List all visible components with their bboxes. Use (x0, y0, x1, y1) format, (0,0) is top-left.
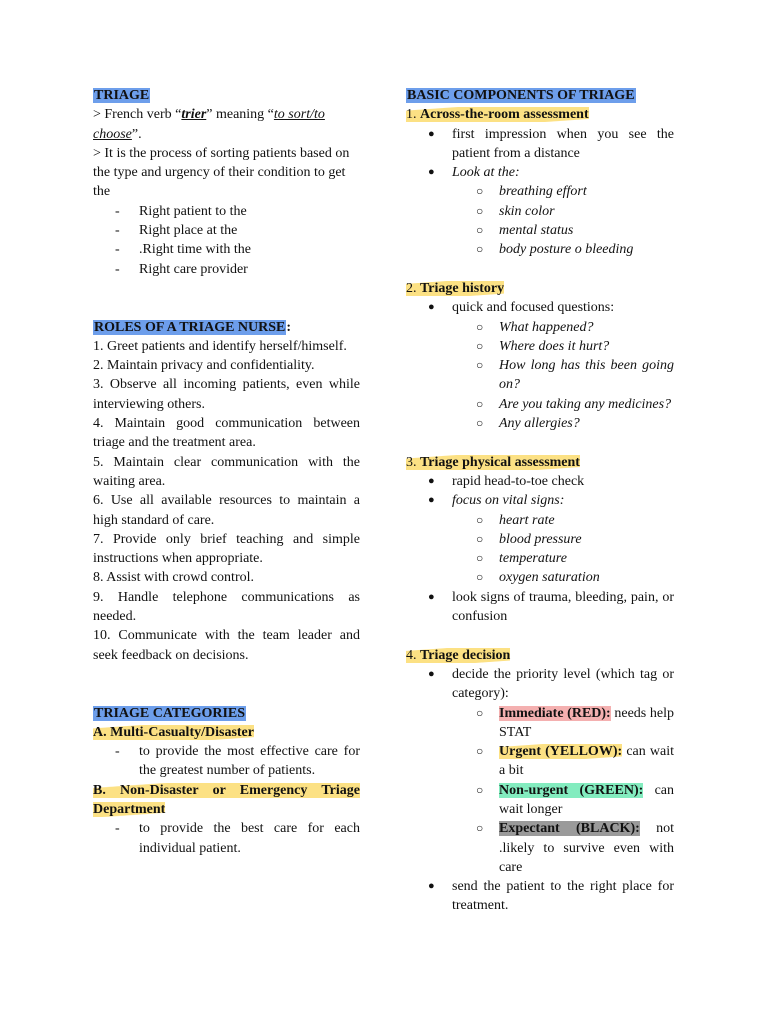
bullet-icon: ● (428, 127, 435, 140)
expectant-label: Expectant (BLACK): (499, 821, 640, 837)
list-item: - Right care provider (115, 261, 248, 277)
list-item: 4. Maintain good communication between triage and the treatment area. (93, 416, 360, 451)
list-item: - Right patient to the (115, 203, 247, 219)
roles-heading: ROLES OF A TRIAGE NURSE (94, 319, 286, 335)
list-item: ○ heart rate (406, 511, 674, 530)
triage-definition-line: > French verb “trier” meaning “to sort/to choose”. (93, 107, 325, 142)
urgent-label: Urgent (YELLOW): (499, 744, 623, 760)
immediate-label: Immediate (RED): (499, 705, 611, 721)
list-item: ● decide the priority level (which tag or category): (406, 665, 674, 704)
list-item: ○ Any allergies? (406, 414, 674, 433)
list-item: ○ breathing effort (406, 182, 674, 201)
circle-bullet-icon: ○ (476, 531, 484, 546)
category-a-line (93, 723, 360, 742)
circle-bullet-icon: ○ (476, 338, 484, 353)
right-column (406, 86, 674, 916)
circle-bullet-icon: ○ (476, 242, 484, 257)
nonurgent-label: Non-urgent (GREEN): (499, 782, 644, 798)
circle-bullet-icon: ○ (476, 416, 484, 431)
category-b-line (93, 781, 360, 820)
bullet-icon: ● (428, 474, 435, 487)
list-item: ○ blood pressure (406, 530, 674, 549)
list-item: 7. Provide only brief teaching and simple instructions when appropriate. (93, 531, 360, 567)
trier-term: trier (181, 107, 207, 123)
categories-heading: TRIAGE CATEGORIES (94, 705, 246, 721)
components-heading-line (406, 86, 674, 105)
list-item: ○ skin color (406, 202, 674, 221)
components-heading: BASIC COMPONENTS OF TRIAGE (407, 88, 635, 103)
list-item: ○ body posture o bleeding (406, 240, 674, 259)
list-item: - Right place at the (115, 223, 238, 239)
list-item: ○ temperature (406, 549, 674, 568)
list-item: ○ oxygen saturation (406, 568, 674, 587)
list-item: ● Look at the: (406, 163, 674, 182)
categories-heading-line (93, 704, 360, 723)
circle-bullet-icon: ○ (476, 203, 484, 218)
section-3-title: 3. Triage physical assessment (406, 454, 580, 470)
triage-process-line: > It is the process of sorting patients based on the type and urgency of their condition to get the (93, 145, 350, 200)
list-item: ○ How long has this been going on? (406, 356, 674, 395)
bullet-icon: ● (428, 494, 435, 507)
list-item: 8. Assist with crowd control. (93, 570, 254, 586)
circle-bullet-icon: ○ (476, 184, 484, 199)
circle-bullet-icon: ○ (476, 512, 484, 527)
category-b-title: B. Non-Disaster or Emergency Triage Department (93, 782, 360, 817)
bullet-icon: ● (428, 166, 435, 179)
list-item: 2. Maintain privacy and confidentiality. (93, 358, 315, 374)
list-item: ○ mental status (406, 221, 674, 240)
section-4-title: 4. Triage decision (406, 647, 511, 663)
circle-bullet-icon: ○ (476, 821, 484, 836)
triage-heading-line (93, 86, 360, 105)
list-item: ● quick and focused questions: (406, 298, 674, 317)
list-item: ● rapid head-to-toe check (406, 472, 674, 491)
list-item: ● first impression when you see the patient from a distance (406, 125, 674, 164)
circle-bullet-icon: ○ (476, 551, 484, 566)
list-item: ○ Immediate (RED): needs help STAT (406, 704, 674, 743)
circle-bullet-icon: ○ (476, 396, 484, 411)
meaning-text: to sort/to choose (93, 107, 325, 142)
bullet-icon: ● (428, 880, 435, 893)
circle-bullet-icon: ○ (476, 358, 484, 373)
circle-bullet-icon: ○ (476, 570, 484, 585)
list-item: 9. Handle telephone communications as needed. (93, 589, 360, 625)
circle-bullet-icon: ○ (476, 705, 484, 720)
list-item: ○ Expectant (BLACK): not .likely to survive even with care (406, 819, 674, 877)
circle-bullet-icon: ○ (476, 319, 484, 334)
list-item: ○ What happened? (406, 318, 674, 337)
list-item: 3. Observe all incoming patients, even while interviewing others. (93, 377, 360, 412)
list-item: 5. Maintain clear communication with the waiting area. (93, 454, 360, 489)
list-item: 1. Greet patients and identify herself/himself. (93, 338, 347, 354)
list-item: ○ Urgent (YELLOW): can wait a bit (406, 742, 674, 781)
triage-heading: TRIAGE (94, 88, 150, 103)
bullet-icon: ● (428, 590, 435, 603)
list-item: ● send the patient to the right place for treatment. (406, 877, 674, 916)
list-item: - .Right time with the (115, 242, 251, 258)
list-item: ● focus on vital signs: (406, 491, 674, 510)
list-item: 6. Use all available resources to maintain a high standard of care. (93, 493, 360, 528)
bullet-icon: ● (428, 667, 435, 680)
circle-bullet-icon: ○ (476, 223, 484, 238)
section-1-title: 1. Across-the-room assessment (406, 107, 589, 123)
section-2-title: 2. Triage history (406, 280, 505, 296)
list-item: 10. Communicate with the team leader and seek feedback on decisions. (93, 628, 360, 663)
list-item: - to provide the best care for each individual patient. (115, 821, 360, 856)
left-column (93, 86, 360, 858)
circle-bullet-icon: ○ (476, 782, 484, 797)
list-item: ○ Where does it hurt? (406, 337, 674, 356)
roles-heading-line: ROLES OF A TRIAGE NURSE: (94, 319, 292, 335)
list-item: ● look signs of trauma, bleeding, pain, or confusion (406, 588, 674, 627)
circle-bullet-icon: ○ (476, 744, 484, 759)
bullet-icon: ● (428, 301, 435, 314)
category-a-title: A. Multi-Casualty/Disaster (93, 724, 254, 740)
list-item: - to provide the most effective care for the greatest number of patients. (115, 744, 360, 779)
list-item: ○ Non-urgent (GREEN): can wait longer (406, 781, 674, 820)
list-item: ○ Are you taking any medicines? (406, 395, 674, 414)
